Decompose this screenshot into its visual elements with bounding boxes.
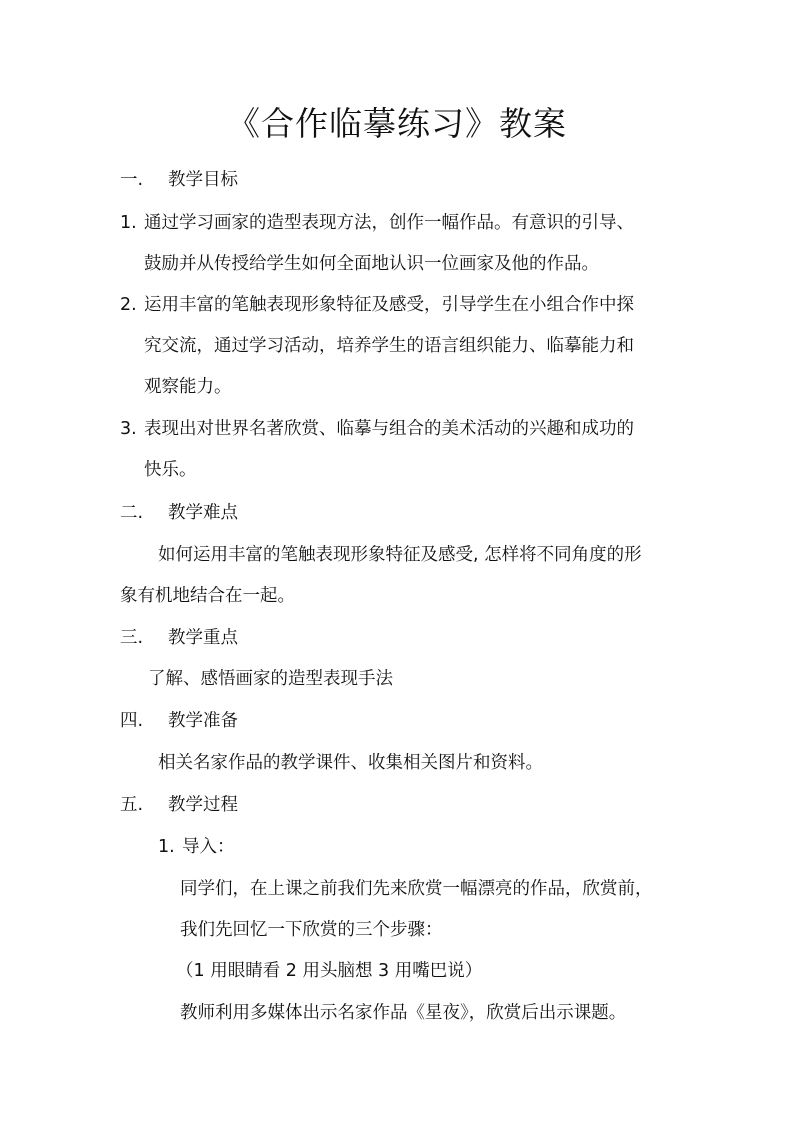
section-title: 教学难点 [168,503,238,523]
list-number: 1. [158,837,175,857]
section-title: 教学准备 [168,711,238,731]
paragraph-line: 了解、感悟画家的造型表现手法 [148,669,393,689]
paragraph-line: 我们先回忆一下欣赏的三个步骤： [180,920,443,940]
subsection-heading-1 [158,834,235,860]
list-number: 3. [120,419,137,439]
section-title: 教学目标 [168,170,238,190]
paragraph-line: 如何运用丰富的笔触表现形象特征及感受, 怎样将不同角度的形 [158,545,642,565]
subsection-title: 导入： [182,837,235,857]
list-number: 2. [120,295,137,315]
section-number: 二. [120,503,144,523]
paragraph-line: （1 用眼睛看 2 用头脑想 3 用嘴巴说） [176,961,483,981]
section-number: 三. [120,628,144,648]
list-item-2 [120,292,634,318]
list-item-1 [120,210,634,236]
section-heading-1 [120,167,238,193]
list-text-line: 运用丰富的笔触表现形象特征及感受，引导学生在小组合作中探 [144,295,634,315]
list-item-3 [120,416,634,442]
document-title: 《合作临摹练习》教案 [227,104,567,143]
paragraph-line: 象有机地结合在一起。 [120,586,295,606]
paragraph-line: 相关名家作品的教学课件、收集相关图片和资料。 [158,753,543,773]
list-text-line: 观察能力。 [144,377,232,397]
section-heading-5 [120,792,238,818]
section-heading-3 [120,625,238,651]
list-text-line: 通过学习画家的造型表现方法，创作一幅作品。有意识的引导、 [144,213,634,233]
list-text-line: 究交流，通过学习活动，培养学生的语言组织能力、临摹能力和 [144,336,634,356]
list-text-line: 鼓励并从传授给学生如何全面地认识一位画家及他的作品。 [144,254,599,274]
paragraph-line: 同学们，在上课之前我们先来欣赏一幅漂亮的作品，欣赏前， [180,879,653,899]
list-text-line: 表现出对世界名著欣赏、临摹与组合的美术活动的兴趣和成功的 [144,419,634,439]
section-number: 一. [120,170,144,190]
paragraph-line: 教师利用多媒体出示名家作品《星夜》，欣赏后出示课题。 [180,1003,627,1023]
section-heading-4 [120,708,238,734]
section-title: 教学过程 [168,795,238,815]
list-text-line: 快乐。 [144,460,197,480]
list-number: 1. [120,213,137,233]
section-number: 四. [120,711,144,731]
section-title: 教学重点 [168,628,238,648]
section-heading-2 [120,500,238,526]
section-number: 五. [120,795,144,815]
